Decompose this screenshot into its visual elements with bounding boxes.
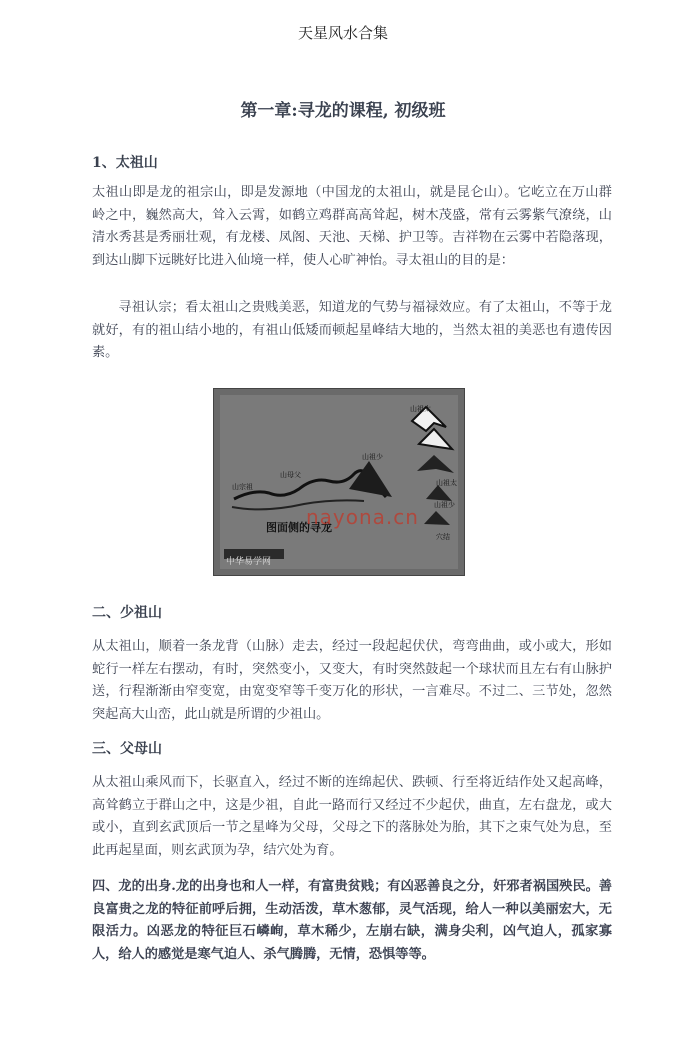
section-heading-fumushan: 三、父母山 xyxy=(92,741,162,757)
label-jiexue: 穴结 xyxy=(436,533,450,541)
label-fumu: 山母父 xyxy=(280,471,301,479)
mountain-diagram xyxy=(214,389,464,575)
paragraph-fumushan: 从太祖山乘风而下，长驱直入，经过不断的连绵起伏、跌顿、行至将近结作处又起高峰，高耸鹤立于群山之中，这是少祖，自此一路而行又经过不少起伏，曲直，左右盘龙，或大或小，直到玄武顶后一节之星峰为父母，父母之下的落脉处为胎，其下之束气处为息，至此再起星面，则玄武顶为孕，结穴处为育。 xyxy=(92,775,612,858)
label-zuzong: 山宗祖 xyxy=(232,483,253,491)
section-heading-shaozushan: 二、少祖山 xyxy=(92,605,162,621)
label-taizu-right: 山祖太 xyxy=(436,479,457,487)
figure-caption: 图面侧的寻龙 xyxy=(266,521,332,534)
label-shaozu-mid: 山祖少 xyxy=(362,453,383,461)
label-shaozu-right: 山祖少 xyxy=(434,501,455,509)
label-taizu-top: 山祖太 xyxy=(410,405,431,413)
paragraph-taizushan-purpose: 寻祖认宗；看太祖山之贵贱美恶，知道龙的气势与福禄效应。有了太祖山，不等于龙就好，有的祖山结小地的，有祖山低矮而顿起星峰结大地的，当然太祖的美恶也有遗传因素。 xyxy=(92,300,612,360)
paragraph-shaozushan: 从太祖山，顺着一条龙背（山脉）走去，经过一段起起伏伏，弯弯曲曲，或小或大，形如蛇行一样左右摆动，有时，突然变小，又变大，有时突然鼓起一个球状而且左右有山脉护送，行程渐渐由窄变宽，由宽变窄等千变万化的形状，一言难尽。不过二、三节处，忽然突起高大山峦，此山就是所谓的少祖山。 xyxy=(92,639,612,722)
page-header: 天星风水合集 xyxy=(297,24,388,42)
paragraph-taizushan-intro: 太祖山即是龙的祖宗山，即是发源地（中国龙的太祖山，就是昆仑山）。它屹立在万山群岭之中，巍然高大，耸入云霄，如鹤立鸡群高高耸起，树木茂盛，常有云雾紫气潦绕，山清水秀甚是秀丽壮观，有龙楼、凤阁、天池、天梯、护卫等。吉祥物在云雾中若隐落现，到达山脚下远眺好比进入仙境一样，使人心旷神怡。寻太祖山的目的是： xyxy=(92,185,612,268)
watermark-text: nayona.cn xyxy=(306,505,419,529)
paragraph-dragon-origin: 四、龙的出身.龙的出身也和人一样，有富贵贫贱；有凶恶善良之分，奸邪者祸国殃民。善良富贵之龙的特征前呼后拥，生动活泼，草木葱郁，灵气活现，给人一种以美丽宏大，无限活力。凶恶龙的特征巨石嶙峋，草木稀少，左崩右缺，满身尖利，凶气迫人，孤家寡人，给人的感觉是寒气迫人、杀气腾腾，无情，恐惧等等。 xyxy=(92,879,612,962)
dragon-search-figure xyxy=(213,388,465,576)
section-heading-taizushan: 1、太祖山 xyxy=(92,155,158,171)
chapter-title: 第一章:寻龙的课程, 初级班 xyxy=(240,101,446,121)
figure-bottom-text: 中华易学网 xyxy=(226,557,272,567)
